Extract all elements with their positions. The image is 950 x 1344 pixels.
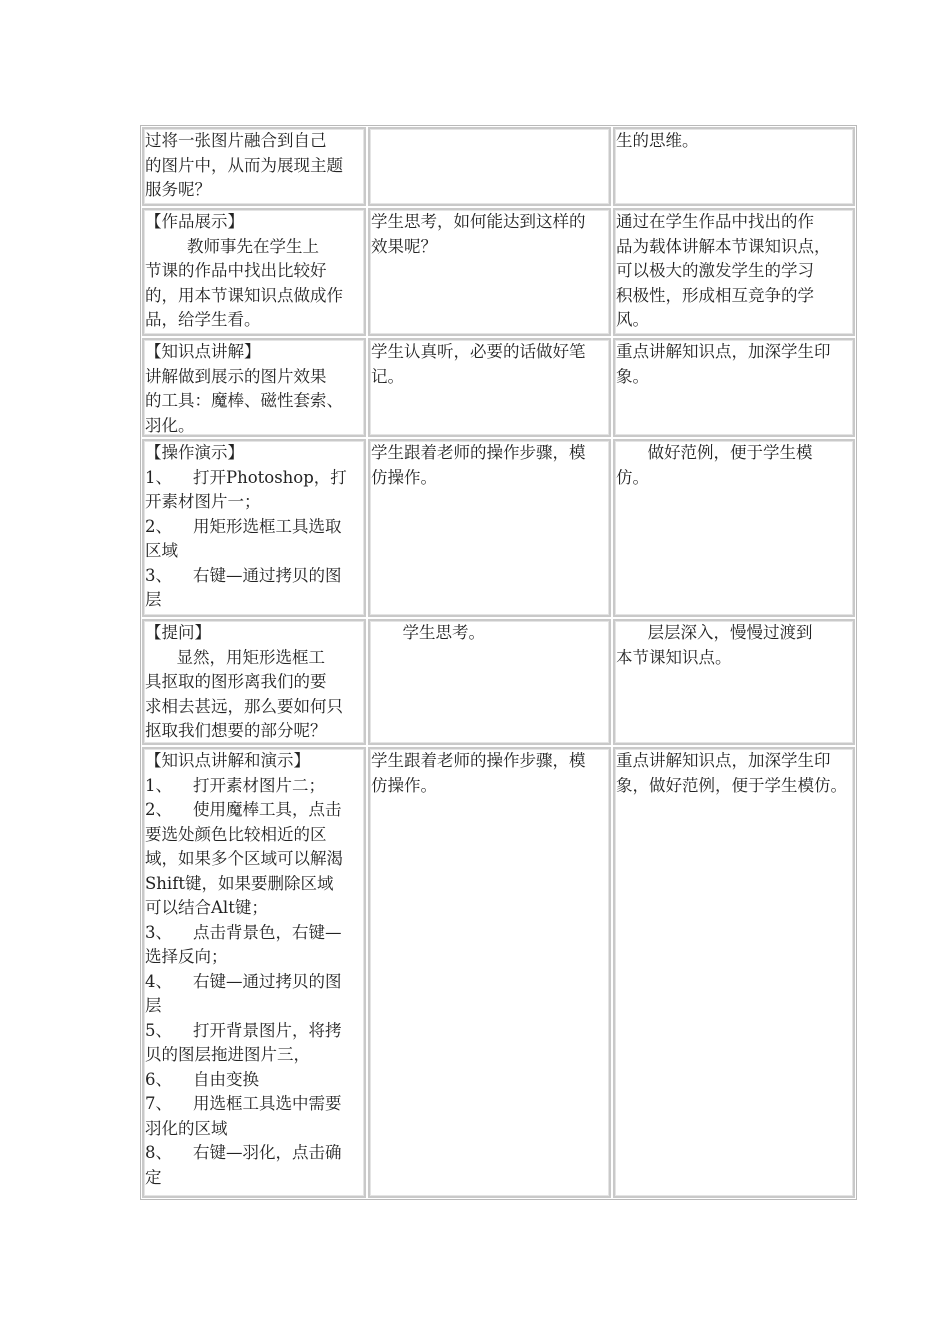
text-line: 选择反向； — [145, 947, 228, 966]
text-line: 服务呢？ — [145, 180, 211, 199]
text-line: 8、 右键—羽化，点击确 — [145, 1143, 342, 1162]
teacher-activity-cell — [142, 338, 366, 437]
text-line: 1、 打开素材图片二； — [145, 775, 325, 795]
text-line: 做好范例，便于学生模 — [616, 443, 813, 462]
text-line: 【作品展示】 — [145, 212, 244, 231]
text-line: 可以结合Alt键； — [145, 898, 268, 917]
text-line: 学生思考。 — [371, 623, 485, 642]
student-activity-cell — [368, 439, 611, 617]
table-row — [142, 619, 855, 745]
design-intent-cell — [613, 439, 855, 617]
teacher-activity-cell — [142, 747, 366, 1198]
text-line: 具抠取的图形离我们的要 — [145, 672, 327, 691]
text-line: 定 — [145, 1167, 162, 1187]
text-line: 3、 右键—通过拷贝的图 — [145, 565, 342, 585]
text-line: 开素材图片一； — [145, 492, 261, 511]
teacher-activity-cell — [142, 439, 366, 617]
teacher-activity-cell — [142, 619, 366, 745]
text-line: 品，给学生看。 — [145, 310, 261, 329]
text-line: 教师事先在学生上 — [145, 236, 319, 256]
teacher-activity-cell — [142, 127, 366, 206]
text-line: 层 — [145, 590, 162, 609]
text-line: 4、 右键—通过拷贝的图 — [145, 971, 342, 991]
text-line: 象。 — [616, 366, 649, 386]
design-intent-cell — [613, 747, 855, 1198]
student-activity-cell — [368, 338, 611, 437]
text-line: 域，如果多个区域可以解渴 — [145, 849, 343, 868]
text-line: 记。 — [371, 366, 404, 386]
text-line: 生的思维。 — [616, 131, 699, 150]
table-row — [142, 208, 855, 336]
text-line: 本节课知识点。 — [616, 647, 732, 667]
text-line: 的工具：魔棒、磁性套索、 — [145, 391, 343, 410]
text-line: 品为载体讲解本节课知识点， — [616, 236, 831, 256]
text-line: 仿。 — [616, 467, 649, 487]
text-line: 节课的作品中找出比较好 — [145, 261, 327, 280]
text-line: 要选处颜色比较相近的区 — [145, 824, 327, 844]
text-line: 仿操作。 — [371, 467, 437, 487]
text-line: 6、 自由变换 — [145, 1069, 259, 1089]
design-intent-cell — [613, 127, 855, 206]
text-line: 学生认真听，必要的话做好笔 — [371, 342, 586, 361]
text-line: 重点讲解知识点，加深学生印 — [616, 751, 831, 770]
text-line: 2、 使用魔棒工具，点击 — [145, 800, 342, 819]
text-line: 学生思考，如何能达到这样的 — [371, 212, 586, 231]
lesson-plan-table — [140, 125, 857, 1200]
design-intent-cell — [613, 208, 855, 336]
text-line: Shift键，如果要删除区域 — [145, 873, 334, 893]
text-line: 过将一张图片融合到自己 — [145, 131, 327, 150]
text-line: 1、 打开Photoshop，打 — [145, 467, 347, 487]
text-line: 学生跟着老师的操作步骤，模 — [371, 443, 586, 462]
text-line: 效果呢？ — [371, 236, 437, 256]
text-line: 3、 点击背景色，右键— — [145, 922, 342, 942]
text-line: 【知识点讲解和演示】 — [145, 751, 310, 770]
table-row — [142, 127, 855, 206]
table-row — [142, 439, 855, 617]
student-activity-cell — [368, 127, 611, 206]
text-line: 羽化。 — [145, 415, 195, 435]
text-line: 象，做好范例，便于学生模仿。 — [616, 775, 847, 795]
text-line: 2、 用矩形选框工具选取 — [145, 516, 342, 536]
text-line: 【提问】 — [145, 623, 211, 642]
text-line: 仿操作。 — [371, 775, 437, 795]
text-line: 重点讲解知识点，加深学生印 — [616, 342, 831, 361]
text-line: 讲解做到展示的图片效果 — [145, 366, 327, 386]
table-row — [142, 338, 855, 437]
student-activity-cell — [368, 747, 611, 1198]
student-activity-cell — [368, 619, 611, 745]
design-intent-cell — [613, 338, 855, 437]
text-line: 风。 — [616, 310, 649, 329]
design-intent-cell — [613, 619, 855, 745]
student-activity-cell — [368, 208, 611, 336]
text-line: 可以极大的激发学生的学习 — [616, 261, 814, 280]
text-line: 显然，用矩形选框工 — [145, 647, 325, 667]
text-line: 积极性，形成相互竞争的学 — [616, 285, 814, 305]
text-line: 区域 — [145, 541, 178, 560]
text-line: 抠取我们想要的部分呢？ — [145, 721, 327, 740]
text-line: 层 — [145, 996, 162, 1015]
text-line: 学生跟着老师的操作步骤，模 — [371, 751, 586, 770]
text-line: 5、 打开背景图片，将拷 — [145, 1020, 342, 1040]
text-line: 贝的图层拖进图片三， — [145, 1045, 310, 1064]
text-line: 【操作演示】 — [145, 443, 244, 462]
text-line: 的，用本节课知识点做成作 — [145, 285, 343, 305]
text-line: 求相去甚远，那么要如何只 — [145, 696, 343, 716]
text-line: 层层深入，慢慢过渡到 — [616, 623, 813, 642]
text-line: 的图片中，从而为展现主题 — [145, 155, 343, 175]
teacher-activity-cell — [142, 208, 366, 336]
text-line: 7、 用选框工具选中需要 — [145, 1094, 342, 1113]
text-line: 【知识点讲解】 — [145, 342, 261, 361]
text-line: 羽化的区域 — [145, 1118, 228, 1138]
text-line: 通过在学生作品中找出的作 — [616, 212, 814, 231]
table-row — [142, 747, 855, 1198]
